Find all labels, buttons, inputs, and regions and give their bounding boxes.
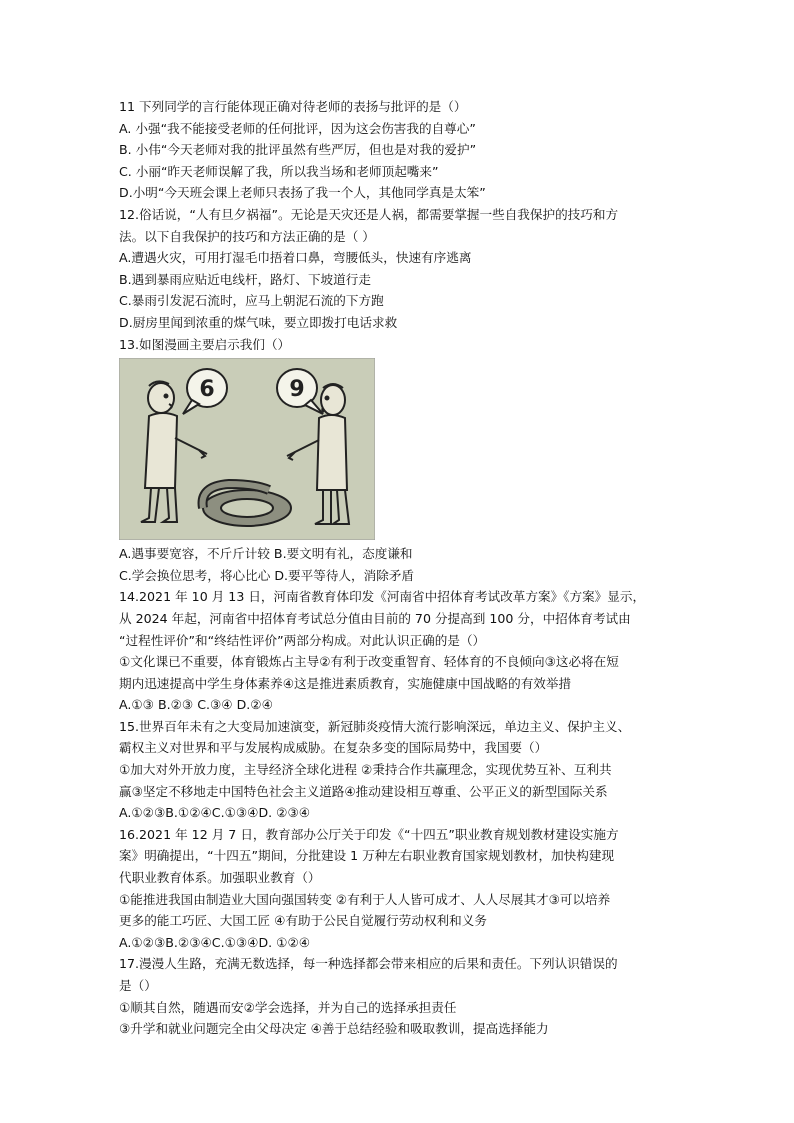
q17-stem-line1: 17.漫漫人生路，充满无数选择，每一种选择都会带来相应的后果和责任。下列认识错误的	[119, 956, 618, 972]
q12-option-d: D.厨房里闻到浓重的煤气味，要立即拨打电话求救	[119, 314, 398, 330]
exam-page	[119, 96, 685, 1040]
q14-stem-line3: “过程性评价”和“终结性评价”两部分构成。对此认识正确的是（）	[119, 632, 486, 648]
q11-stem: 11 下列同学的言行能体现正确对待老师的表扬与批评的是（）	[119, 99, 467, 114]
q15-items-line2: 赢③坚定不移地走中国特色社会主义道路④推动建设相互尊重、公平正义的新型国际关系	[119, 783, 608, 799]
q14-stem-line1: 14.2021 年 10 月 13 日，河南省教育体印发《河南省中招体育考试改革方案》《方案》显示，	[119, 589, 646, 605]
q16-stem-line3: 代职业教育体系。加强职业教育（）	[119, 870, 321, 886]
q16-items-line2: 更多的能工巧匠、大国工匠 ④有助于公民自觉履行劳动权利和义务	[119, 913, 487, 929]
q15-stem-line1: 15.世界百年未有之大变局加速演变，新冠肺炎疫情大流行影响深远，单边主义、保护主义、	[119, 718, 631, 734]
q16-stem-line1: 16.2021 年 12 月 7 日，教育部办公厅关于印发《“十四五”职业教育规划教材建设实施方	[119, 826, 619, 842]
q11-option-c: C. 小丽“昨天老师误解了我，所以我当场和老师顶起嘴来”	[119, 163, 439, 179]
q14-items-line2: 期内迅速提高中学生身体素养④这是推进素质教育，实施健康中国战略的有效举措	[119, 675, 572, 691]
q14-options: A.①③ B.②③ C.③④ D.②④	[119, 697, 273, 713]
q13-option-cd: C.学会换位思考，将心比心 D.要平等待人，消除矛盾	[119, 567, 414, 583]
q13-option-ab: A.遇事要宽容，不斤斤计较 B.要文明有礼，态度谦和	[119, 546, 413, 562]
q16-options: A.①②③B.②③④C.①③④D. ①②④	[119, 934, 311, 950]
q17-items-line2: ③升学和就业问题完全由父母决定 ④善于总结经验和吸取教训，提高选择能力	[119, 1021, 549, 1037]
q14-stem-line2: 从 2024 年起，河南省中招体育考试总分值由目前的 70 分提高到 100 分，中招体育考试由	[119, 610, 631, 626]
q16-stem-line2: 案》明确提出，“十四五”期间，分批建设 1 万种左右职业教育国家规划教材，加快构建现	[119, 848, 615, 864]
q14-items-line1: ①文化课已不重要，体育锻炼占主导②有利于改变重智育、轻体育的不良倾向③这必将在短	[119, 654, 619, 670]
q15-items-line1: ①加大对外开放力度，主导经济全球化进程 ②秉持合作共赢理念，实现优势互补、互利共	[119, 762, 612, 778]
q12-stem-line2: 法。以下自我保护的技巧和方法正确的是（ ）	[119, 228, 375, 244]
q13-cartoon-image	[119, 358, 375, 540]
q17-stem-line2: 是（）	[119, 978, 157, 993]
q11-option-d: D.小明“今天班会课上老师只表扬了我一个人，其他同学真是太笨”	[119, 185, 486, 201]
q15-stem-line2: 霸权主义对世界和平与发展构成威胁。在复杂多变的国际局势中，我国要（）	[119, 740, 548, 756]
left-bubble-digit: 6	[199, 377, 215, 403]
q11-option-a: A. 小强“我不能接受老师的任何批评，因为这会伤害我的自尊心”	[119, 120, 476, 136]
q15-options: A.①②③B.①②④C.①③④D. ②③④	[119, 805, 311, 821]
q12-option-c: C.暴雨引发泥石流时，应马上朝泥石流的下方跑	[119, 293, 384, 309]
q12-stem-line1: 12.俗话说，“人有旦夕祸福”。无论是天灾还是人祸，都需要掌握一些自我保护的技巧和方	[119, 206, 619, 222]
q16-items-line1: ①能推进我国由制造业大国向强国转变 ②有利于人人皆可成才、人人尽展其才③可以培养	[119, 891, 611, 907]
q12-option-b: B.遇到暴雨应贴近电线杆，路灯、下坡道行走	[119, 271, 371, 287]
q12-option-a: A.遭遇火灾，可用打湿毛巾捂着口鼻，弯腰低头，快速有序逃离	[119, 250, 472, 266]
q11-option-b: B. 小伟“今天老师对我的批评虽然有些严厉，但也是对我的爱护”	[119, 142, 477, 158]
q13-stem: 13.如图漫画主要启示我们（）	[119, 336, 291, 352]
q17-items-line1: ①顺其自然，随遇而安②学会选择，并为自己的选择承担责任	[119, 999, 457, 1015]
right-bubble-digit: 9	[289, 377, 305, 403]
